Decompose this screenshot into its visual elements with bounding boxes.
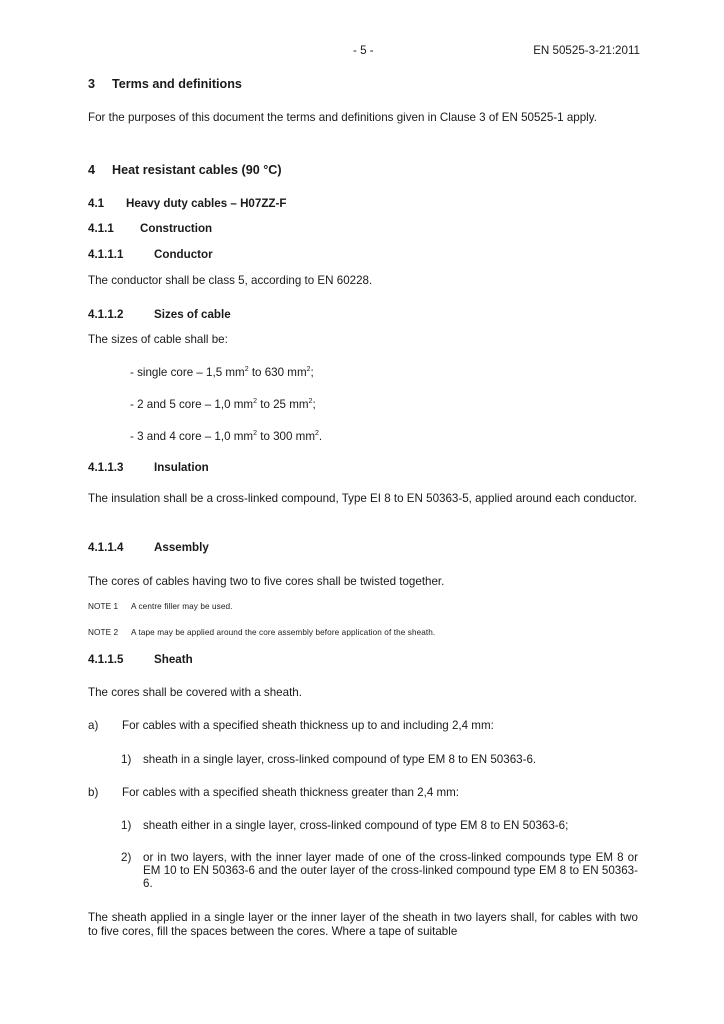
heading-4-1-1-4 bbox=[88, 541, 209, 554]
heading-number: 4.1.1.3 bbox=[88, 461, 124, 474]
note bbox=[88, 628, 435, 637]
size-range-start: - 3 and 4 core – 1,0 mm bbox=[130, 430, 254, 443]
heading-title: Sheath bbox=[154, 653, 193, 666]
heading-title: Conductor bbox=[154, 248, 213, 261]
size-exponent: 2 bbox=[308, 398, 313, 405]
heading-4-1-1 bbox=[88, 222, 212, 235]
sub-text: sheath either in a single layer, cross-linked compound of type EM 8 to EN 50363-6; bbox=[143, 819, 569, 832]
heading-number: 4.1.1.1 bbox=[88, 248, 124, 261]
sheath-closing-paragraph: The sheath applied in a single layer or the inner layer of the sheath in two layers shall, for cables with two to five cores, fill the spaces between the cores. Where a tape of suitable bbox=[88, 911, 638, 938]
sizes-intro: The sizes of cable shall be: bbox=[88, 333, 228, 346]
size-exponent: 2 bbox=[253, 398, 257, 405]
heading-clause-4 bbox=[88, 163, 282, 177]
size-punct: . bbox=[318, 430, 323, 443]
sub-text: or in two layers, with the inner layer made of one of the cross-linked compounds type EM 8 or EM 10 to EN 50363-6 and the outer layer of the cross-linked compound type EM 8 to EN 50363-6. bbox=[143, 851, 638, 890]
standard-reference: EN 50525-3-21:2011 bbox=[533, 44, 640, 57]
size-exponent: 2 bbox=[306, 366, 311, 373]
heading-4-1-1-2 bbox=[88, 308, 231, 321]
heading-title: Sizes of cable bbox=[154, 308, 231, 321]
page-number: - 5 - bbox=[353, 44, 374, 57]
heading-number: 4.1.1.5 bbox=[88, 653, 124, 666]
heading-title: Terms and definitions bbox=[112, 77, 242, 91]
heading-number: 4.1.1.2 bbox=[88, 308, 124, 321]
size-range-start: - 2 and 5 core – 1,0 mm bbox=[130, 398, 254, 411]
conductor-body: The conductor shall be class 5, according to EN 60228. bbox=[88, 274, 373, 287]
heading-clause-3 bbox=[88, 77, 242, 91]
heading-4-1 bbox=[88, 197, 286, 210]
size-punct: ; bbox=[310, 366, 314, 379]
list-text: For cables with a specified sheath thickness up to and including 2,4 mm: bbox=[122, 719, 494, 732]
size-punct: ; bbox=[312, 398, 316, 411]
heading-number: 3 bbox=[88, 77, 96, 91]
heading-title: Heavy duty cables – H07ZZ-F bbox=[126, 197, 287, 210]
note-text: A centre filler may be used. bbox=[131, 602, 233, 611]
insulation-body: The insulation shall be a cross-linked compound, Type EI 8 to EN 50363-5, applied around each conductor. bbox=[88, 492, 637, 505]
assembly-body: The cores of cables having two to five cores shall be twisted together. bbox=[88, 575, 445, 588]
heading-number: 4.1.1 bbox=[88, 222, 114, 235]
heading-title: Construction bbox=[140, 222, 213, 235]
sub-marker: 1) bbox=[121, 753, 132, 766]
note bbox=[88, 602, 233, 611]
sub-text: sheath in a single layer, cross-linked compound of type EM 8 to EN 50363-6. bbox=[143, 753, 537, 766]
size-item bbox=[130, 398, 316, 411]
heading-number: 4 bbox=[88, 163, 96, 177]
heading-title: Insulation bbox=[154, 461, 209, 474]
note-label: NOTE 1 bbox=[88, 602, 119, 611]
size-exponent: 2 bbox=[315, 430, 319, 437]
heading-title: Heat resistant cables (90 °C) bbox=[112, 163, 282, 177]
heading-title: Assembly bbox=[154, 541, 209, 554]
note-label: NOTE 2 bbox=[88, 628, 119, 637]
size-range-end: to 630 mm bbox=[248, 366, 307, 379]
size-range-start: - single core – 1,5 mm bbox=[130, 366, 245, 379]
size-range-end: to 25 mm bbox=[257, 398, 309, 411]
list-marker: b) bbox=[88, 786, 99, 799]
sub-marker: 1) bbox=[121, 819, 132, 832]
size-item bbox=[130, 430, 322, 443]
size-item bbox=[130, 366, 314, 379]
heading-number: 4.1.1.4 bbox=[88, 541, 124, 554]
note-text: A tape may be applied around the core assembly before application of the sheath. bbox=[131, 628, 436, 637]
heading-4-1-1-1 bbox=[88, 248, 213, 261]
heading-4-1-1-5 bbox=[88, 653, 193, 666]
sheath-body: The cores shall be covered with a sheath. bbox=[88, 686, 302, 699]
heading-4-1-1-3 bbox=[88, 461, 209, 474]
size-exponent: 2 bbox=[244, 366, 249, 373]
heading-number: 4.1 bbox=[88, 197, 105, 210]
size-exponent: 2 bbox=[253, 430, 257, 437]
list-text: For cables with a specified sheath thickness greater than 2,4 mm: bbox=[122, 786, 460, 799]
list-marker: a) bbox=[88, 719, 99, 732]
sub-marker: 2) bbox=[121, 851, 132, 864]
size-range-end: to 300 mm bbox=[257, 430, 315, 443]
clause-3-body: For the purposes of this document the terms and definitions given in Clause 3 of EN 50525-1 apply. bbox=[88, 111, 597, 124]
